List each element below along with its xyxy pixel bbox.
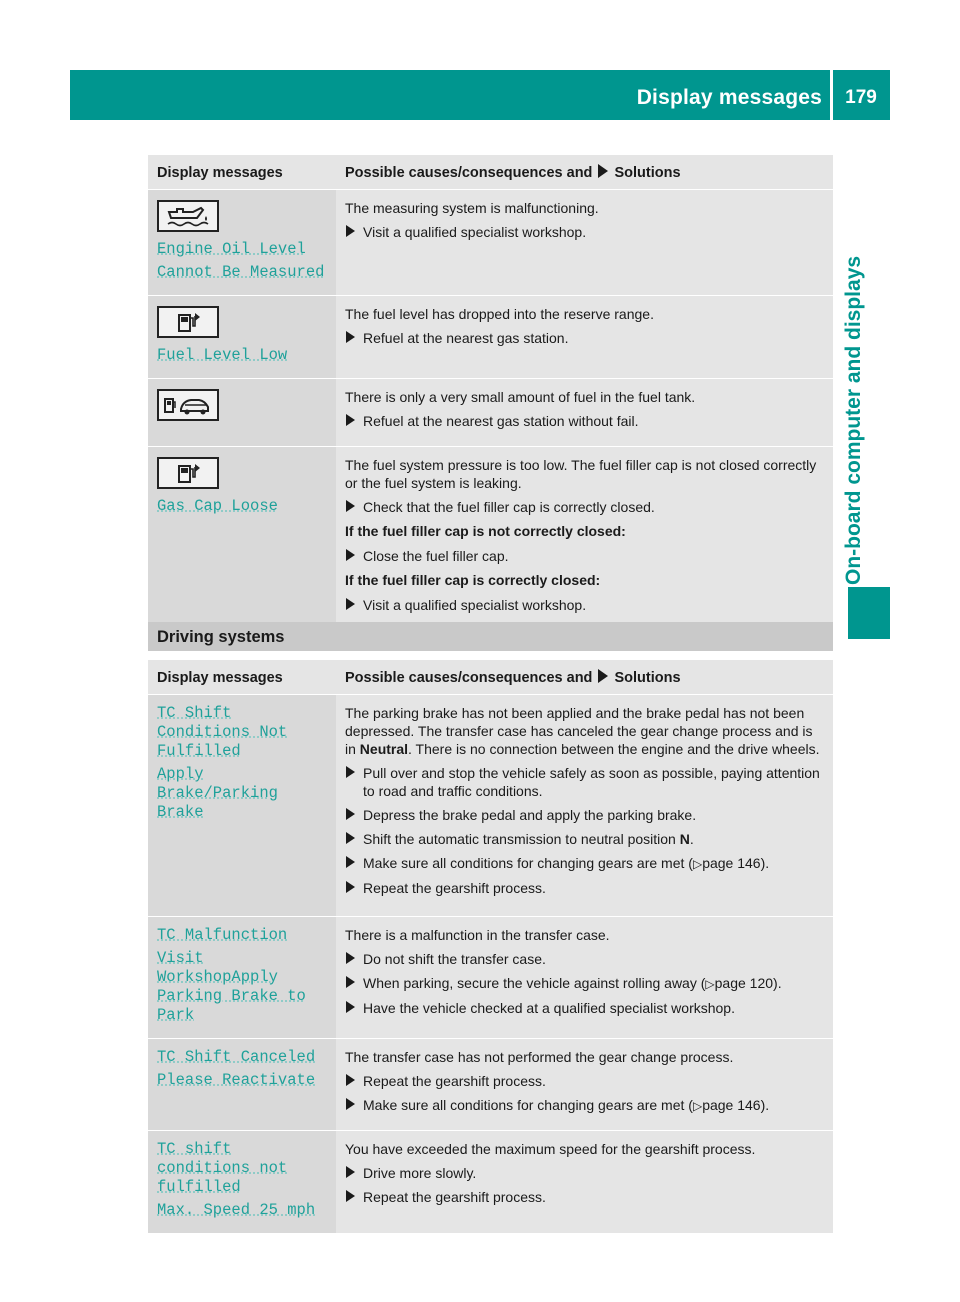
step-text: Close the fuel filler cap. (363, 548, 509, 564)
table-row (148, 1039, 833, 1131)
page-reference-link[interactable]: page 146). (702, 855, 770, 871)
display-message-text: Engine Oil Level (157, 240, 306, 258)
cause-text: The measuring system is malfunctioning. (345, 200, 599, 216)
display-message-text: Gas Cap Loose (157, 497, 278, 515)
page-reference-link[interactable]: page 120). (714, 975, 782, 991)
step-arrow-icon (346, 414, 355, 426)
table-header-row (148, 155, 833, 190)
column-header-prefix: Possible causes/consequences and (345, 670, 593, 686)
fuel-reserve-icon (157, 389, 219, 421)
display-message-text: TC Shift Canceled (157, 1048, 316, 1066)
fuel-pump-icon (157, 306, 219, 338)
display-message-text: Apply Brake/Parking Brake (157, 765, 278, 821)
column-header-prefix: Possible causes/consequences and (345, 165, 593, 181)
message-cell (148, 190, 336, 296)
step-text: When parking, secure the vehicle against rolling away ( (363, 975, 706, 991)
solution-step (345, 1096, 824, 1115)
solution-step (345, 999, 824, 1017)
page-reference-icon: ▷ (705, 977, 715, 991)
step-arrow-icon (346, 500, 355, 512)
display-message-text: Please Reactivate (157, 1071, 316, 1089)
step-arrow-icon (346, 1074, 355, 1086)
step-text: Refuel at the nearest gas station. (363, 330, 569, 346)
step-text: Make sure all conditions for changing gears are met ( (363, 1097, 693, 1113)
solution-step (345, 1164, 824, 1182)
cause-text: You have exceeded the maximum speed for the gearshift process. (345, 1141, 756, 1157)
display-message-text: Max. Speed 25 mph (157, 1201, 316, 1219)
step-arrow-icon (346, 952, 355, 964)
solution-step (345, 1072, 824, 1090)
message-cell (148, 296, 336, 379)
section-title: Driving systems (157, 628, 285, 646)
step-arrow-icon (346, 976, 355, 988)
section-heading-bar (148, 622, 833, 651)
solution-step (345, 223, 824, 241)
page-header (70, 70, 890, 120)
step-arrow-icon (346, 331, 355, 343)
table-row (148, 695, 833, 917)
display-message-text: Fuel Level Low (157, 346, 288, 364)
header-title: Display messages (636, 86, 822, 109)
column-header-suffix: Solutions (614, 670, 681, 686)
table-row (148, 379, 833, 447)
step-text-bold: N (679, 831, 690, 847)
step-text: Check that the fuel filler cap is correctly closed. (363, 499, 655, 515)
step-text: Repeat the gearshift process. (363, 1189, 546, 1205)
step-arrow-icon (346, 832, 355, 844)
step-text: Refuel at the nearest gas station without fail. (363, 413, 639, 429)
solution-step (345, 596, 824, 614)
cause-text-part: The parking brake has not been applied and the brake pedal has not been depressed. The transfer case has canceled the gear change process and is in (345, 705, 813, 757)
message-cell (148, 917, 336, 1039)
column-header-suffix: Solutions (614, 165, 681, 181)
condition-heading: If the fuel filler cap is correctly closed: (345, 572, 601, 588)
step-text: Have the vehicle checked at a qualified specialist workshop. (363, 1000, 735, 1016)
page-number: 179 (845, 87, 877, 108)
solution-cell (336, 447, 833, 630)
step-text: . (689, 831, 694, 847)
page-reference-icon: ▷ (692, 857, 703, 871)
table-row (148, 917, 833, 1039)
solution-step (345, 1188, 824, 1206)
solution-step (345, 854, 824, 873)
solution-step (345, 412, 824, 430)
column-header-causes (336, 155, 833, 190)
solution-step (345, 547, 824, 565)
display-message-text: Cannot Be Measured (157, 263, 325, 281)
solution-cell (336, 917, 833, 1039)
page-reference-icon: ▷ (692, 1099, 703, 1113)
step-text: Repeat the gearshift process. (363, 880, 546, 896)
table-header-row (148, 660, 833, 695)
step-text: Make sure all conditions for changing gears are met ( (363, 855, 693, 871)
chapter-tab (848, 587, 890, 639)
condition-heading: If the fuel filler cap is not correctly closed: (345, 523, 626, 539)
display-message-text: Visit WorkshopApply Parking Brake to Park (157, 949, 306, 1024)
step-arrow-icon (346, 1001, 355, 1013)
display-message-text: TC shift conditions not fulfilled (157, 1140, 288, 1196)
table-row (148, 1131, 833, 1234)
solution-step (345, 974, 824, 993)
cause-text: There is only a very small amount of fuel in the fuel tank. (345, 389, 696, 405)
solution-step (345, 806, 824, 824)
cause-text: The fuel system pressure is too low. The fuel filler cap is not closed correctly or the fuel system is leaking. (345, 457, 817, 491)
step-text: Do not shift the transfer case. (363, 951, 546, 967)
solution-arrow-icon (598, 164, 608, 178)
step-text: Depress the brake pedal and apply the parking brake. (363, 807, 697, 823)
solution-step (345, 329, 824, 347)
solution-step (345, 498, 824, 516)
step-text: Visit a qualified specialist workshop. (363, 224, 587, 240)
page-reference-link[interactable]: page 146). (702, 1097, 770, 1113)
step-arrow-icon (346, 1166, 355, 1178)
fuel-pump-icon (157, 457, 219, 489)
cause-text: The fuel level has dropped into the reserve range. (345, 306, 654, 322)
oil-can-icon (157, 200, 219, 232)
step-text: Shift the automatic transmission to neutral position (363, 831, 676, 847)
cause-text: The transfer case has not performed the gear change process. (345, 1049, 734, 1065)
chapter-label: On-board computer and displays (842, 255, 865, 585)
cause-text (345, 704, 824, 758)
message-cell (148, 447, 336, 630)
display-messages-table (148, 155, 833, 630)
display-message-text: TC Malfunction (157, 926, 288, 944)
step-arrow-icon (346, 766, 355, 778)
cause-text: There is a malfunction in the transfer case. (345, 927, 610, 943)
solution-step (345, 950, 824, 968)
step-arrow-icon (346, 808, 355, 820)
table-row (148, 190, 833, 296)
column-header-causes (336, 660, 833, 695)
step-arrow-icon (346, 549, 355, 561)
step-arrow-icon (346, 598, 355, 610)
step-text: Visit a qualified specialist workshop. (363, 597, 587, 613)
message-cell (148, 695, 336, 917)
column-header-display-messages: Display messages (148, 155, 336, 190)
step-arrow-icon (346, 1190, 355, 1202)
step-text: Repeat the gearshift process. (363, 1073, 546, 1089)
step-arrow-icon (346, 856, 355, 868)
solution-cell (336, 1131, 833, 1234)
driving-systems-table (148, 660, 833, 1234)
column-header-display-messages: Display messages (148, 660, 336, 695)
solution-step (345, 879, 824, 897)
step-arrow-icon (346, 1098, 355, 1110)
cause-text-bold: Neutral (359, 741, 409, 757)
step-text: Drive more slowly. (363, 1165, 477, 1181)
solution-cell (336, 695, 833, 917)
solution-cell (336, 296, 833, 379)
message-cell (148, 379, 336, 447)
solution-cell (336, 1039, 833, 1131)
solution-step (345, 764, 824, 800)
solution-cell (336, 379, 833, 447)
step-arrow-icon (346, 225, 355, 237)
table-row (148, 296, 833, 379)
solution-step (345, 830, 824, 848)
table-row (148, 447, 833, 630)
message-cell (148, 1039, 336, 1131)
solution-cell (336, 190, 833, 296)
step-text: Pull over and stop the vehicle safely as soon as possible, paying attention to road and traffic conditions. (363, 765, 820, 799)
display-message-text: TC Shift Conditions Not Fulfilled (157, 704, 288, 760)
step-arrow-icon (346, 881, 355, 893)
message-cell (148, 1131, 336, 1234)
cause-text-part: . There is no connection between the engine and the drive wheels. (408, 741, 820, 757)
solution-arrow-icon (598, 669, 608, 683)
